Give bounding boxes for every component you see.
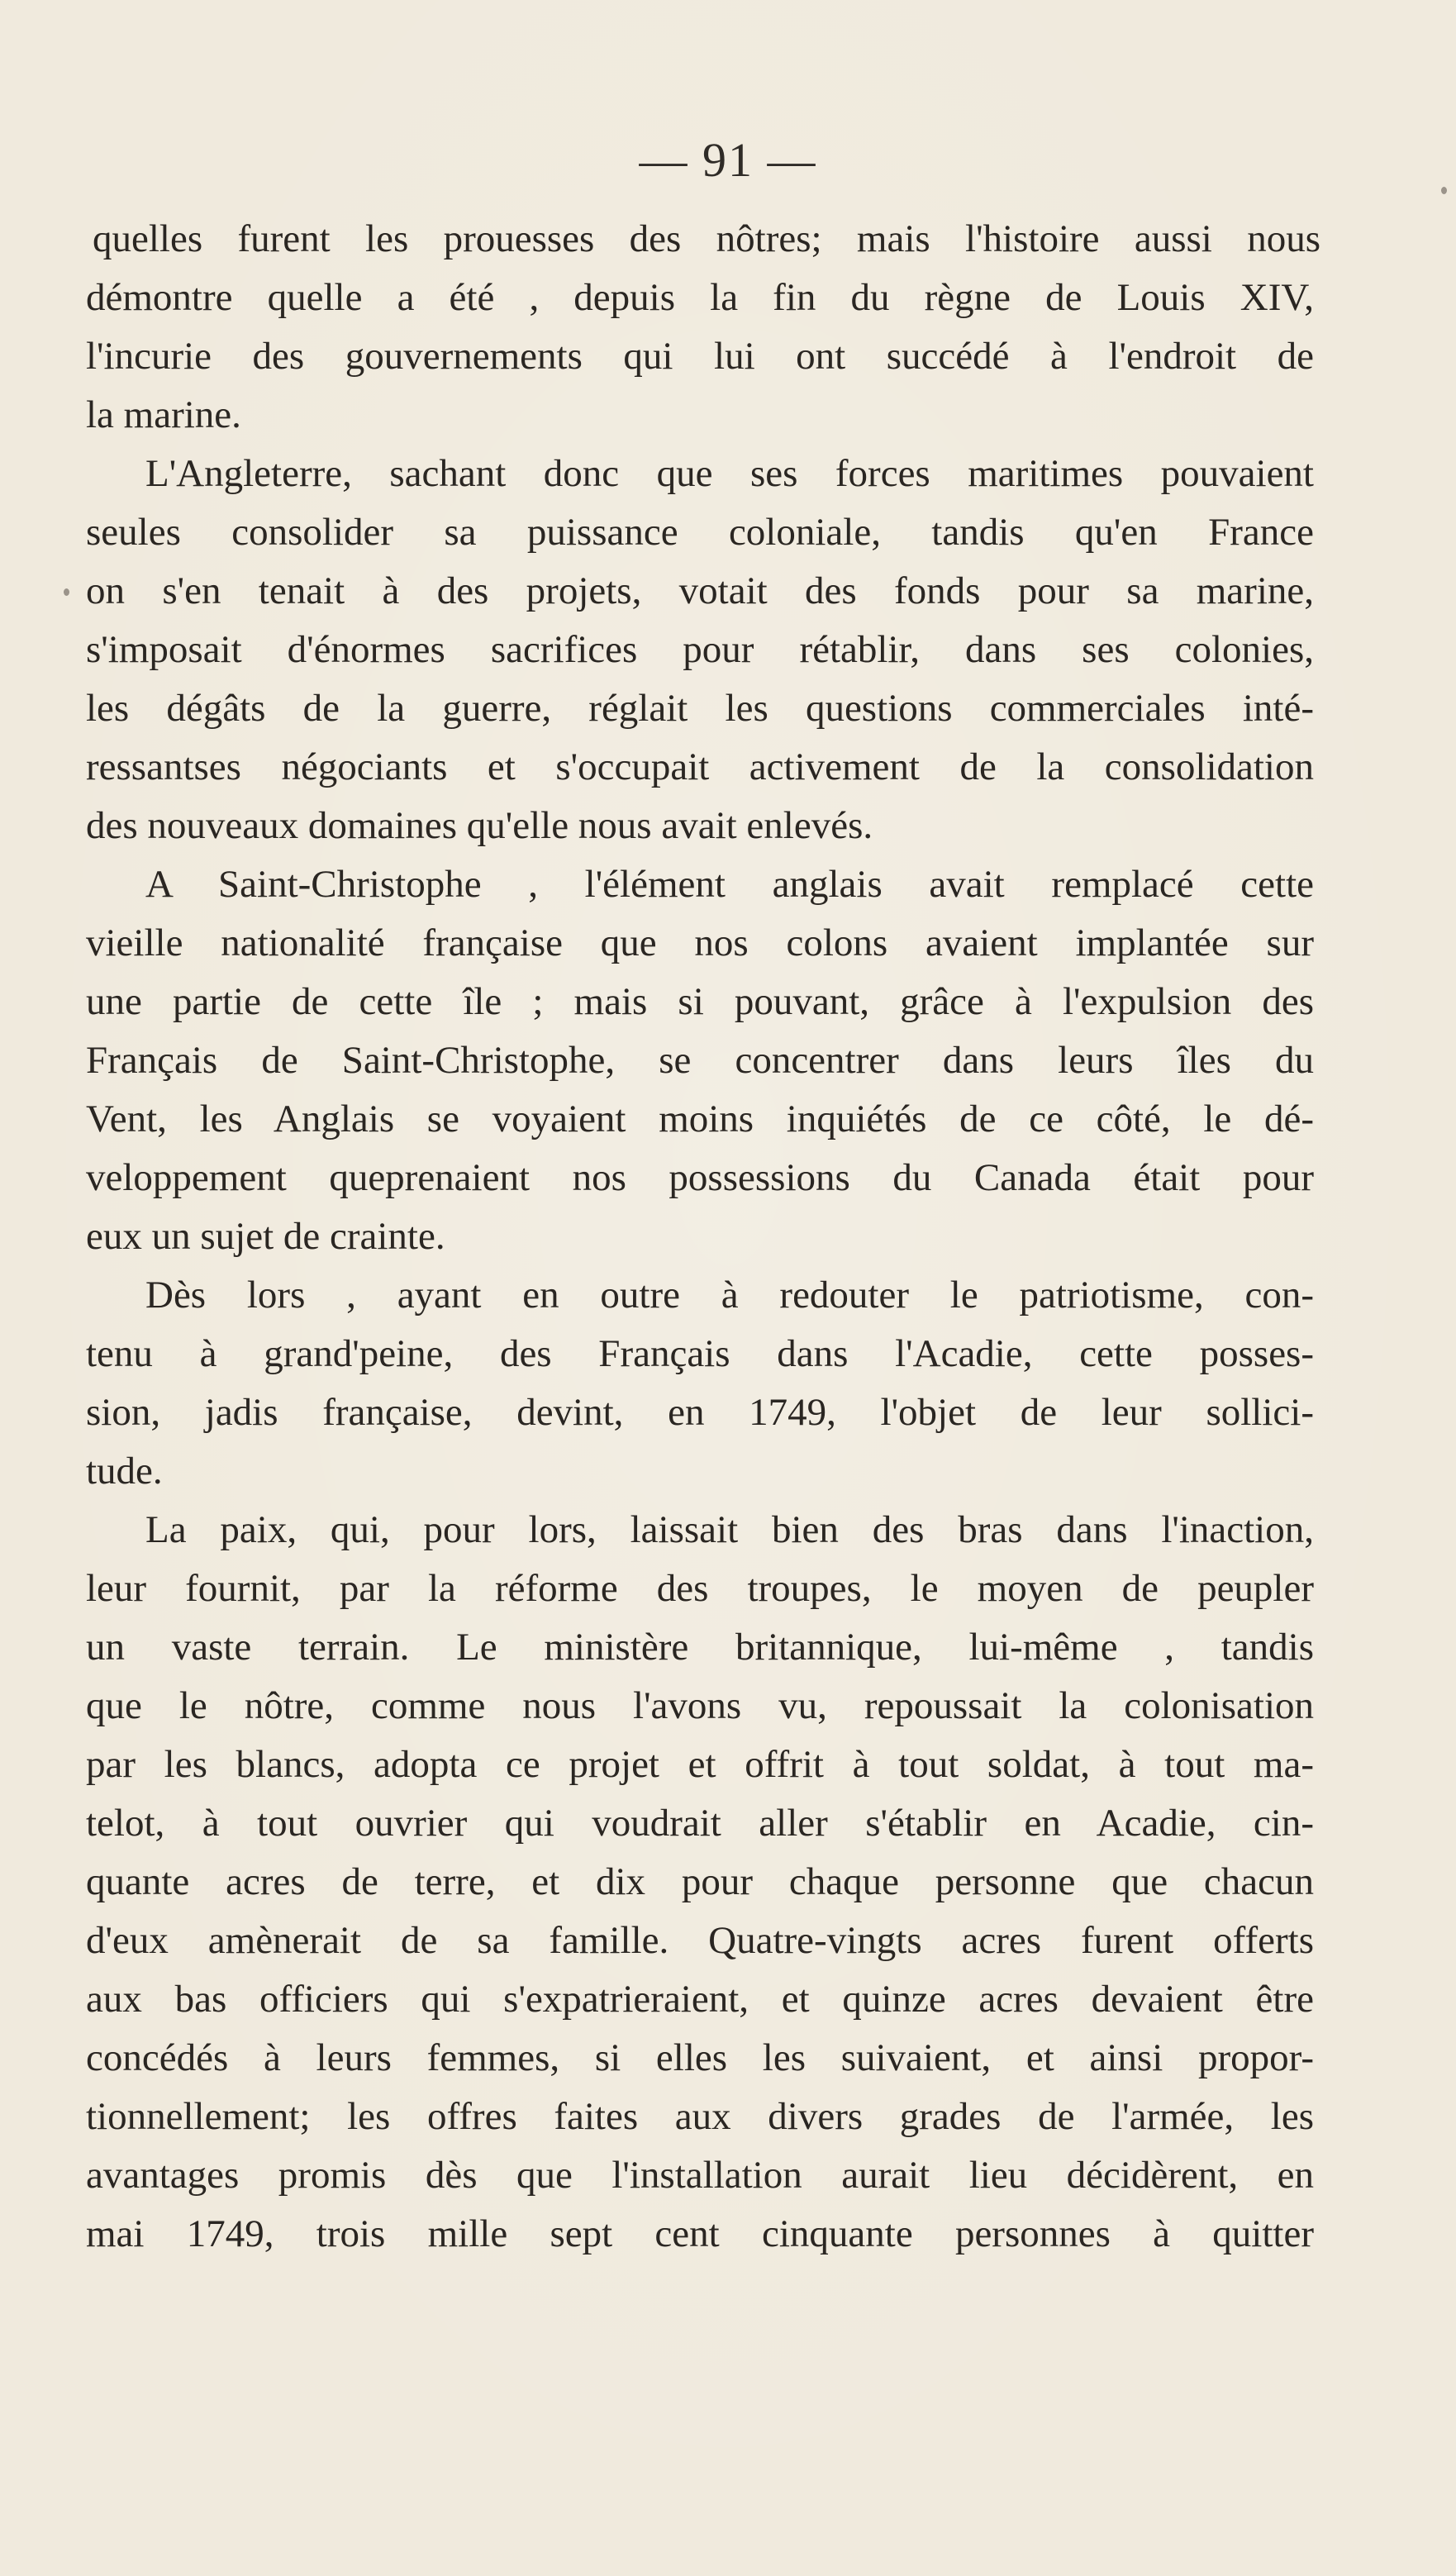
text-line: une partie de cette île ; mais si pouvant, grâce à l'expulsion des xyxy=(86,980,1314,1023)
text-line: que le nôtre, comme nous l'avons vu, repoussait la colonisation xyxy=(86,1684,1314,1727)
text-line: aux bas officiers qui s'expatrieraient, et quinze acres devaient être xyxy=(86,1978,1314,2021)
text-line: des nouveaux domaines qu'elle nous avait enlevés. xyxy=(86,804,873,847)
text-line: vieille nationalité française que nos colons avaient implantée sur xyxy=(86,921,1314,964)
ink-speck xyxy=(1441,187,1447,194)
text-line: Dès lors , ayant en outre à redouter le patriotisme, con- xyxy=(145,1274,1314,1317)
text-line: A Saint-Christophe , l'élément anglais avait remplacé cette xyxy=(145,863,1314,906)
text-line: tenu à grand'peine, des Français dans l'Acadie, cette posses- xyxy=(86,1332,1314,1375)
text-line: sion, jadis française, devint, en 1749, l'objet de leur sollici- xyxy=(86,1391,1314,1434)
text-line: telot, à tout ouvrier qui voudrait aller s'établir en Acadie, cin- xyxy=(86,1802,1314,1845)
text-line: tude. xyxy=(86,1450,163,1493)
body-text xyxy=(86,210,1320,2264)
text-line: L'Angleterre, sachant donc que ses forces maritimes pouvaient xyxy=(145,452,1314,495)
text-line: eux un sujet de crainte. xyxy=(86,1215,445,1258)
text-line: s'imposait d'énormes sacrifices pour rétablir, dans ses colonies, xyxy=(86,628,1314,671)
text-line: avantages promis dès que l'installation aurait lieu décidèrent, en xyxy=(86,2154,1314,2197)
text-line: l'incurie des gouvernements qui lui ont succédé à l'endroit de xyxy=(86,335,1314,378)
text-line: tionnellement; les offres faites aux divers grades de l'armée, les xyxy=(86,2095,1314,2138)
text-line: d'eux amènerait de sa famille. Quatre-vingts acres furent offerts xyxy=(86,1919,1314,1962)
text-line: les dégâts de la guerre, réglait les questions commerciales inté- xyxy=(86,687,1314,730)
text-line: seules consolider sa puissance coloniale, tandis qu'en France xyxy=(86,511,1314,554)
text-line: concédés à leurs femmes, si elles les suivaient, et ainsi propor- xyxy=(86,2036,1314,2079)
ink-speck xyxy=(64,588,69,596)
text-line: démontre quelle a été , depuis la fin du règne de Louis XIV, xyxy=(86,276,1314,319)
text-line: la marine. xyxy=(86,393,241,436)
text-line: un vaste terrain. Le ministère britannique, lui-même , tandis xyxy=(86,1626,1314,1669)
text-line: veloppement queprenaient nos possessions du Canada était pour xyxy=(86,1156,1314,1199)
text-line: quelles furent les prouesses des nôtres; mais l'histoire aussi nous xyxy=(93,217,1320,260)
text-line: on s'en tenait à des projets, votait des fonds pour sa marine, xyxy=(86,569,1314,612)
text-line: par les blancs, adopta ce projet et offrit à tout soldat, à tout ma- xyxy=(86,1743,1314,1786)
page-number: — 91 — xyxy=(639,133,817,187)
text-line: Vent, les Anglais se voyaient moins inquiétés de ce côté, le dé- xyxy=(86,1098,1314,1140)
text-line: mai 1749, trois mille sept cent cinquante personnes à quitter xyxy=(86,2212,1314,2255)
text-line: La paix, qui, pour lors, laissait bien des bras dans l'inaction, xyxy=(145,1508,1314,1551)
text-line: Français de Saint-Christophe, se concentrer dans leurs îles du xyxy=(86,1039,1314,1082)
text-line: quante acres de terre, et dix pour chaque personne que chacun xyxy=(86,1860,1314,1903)
text-line: ressantses négociants et s'occupait activement de la consolidation xyxy=(86,745,1314,788)
text-line: leur fournit, par la réforme des troupes, le moyen de peupler xyxy=(86,1567,1314,1610)
